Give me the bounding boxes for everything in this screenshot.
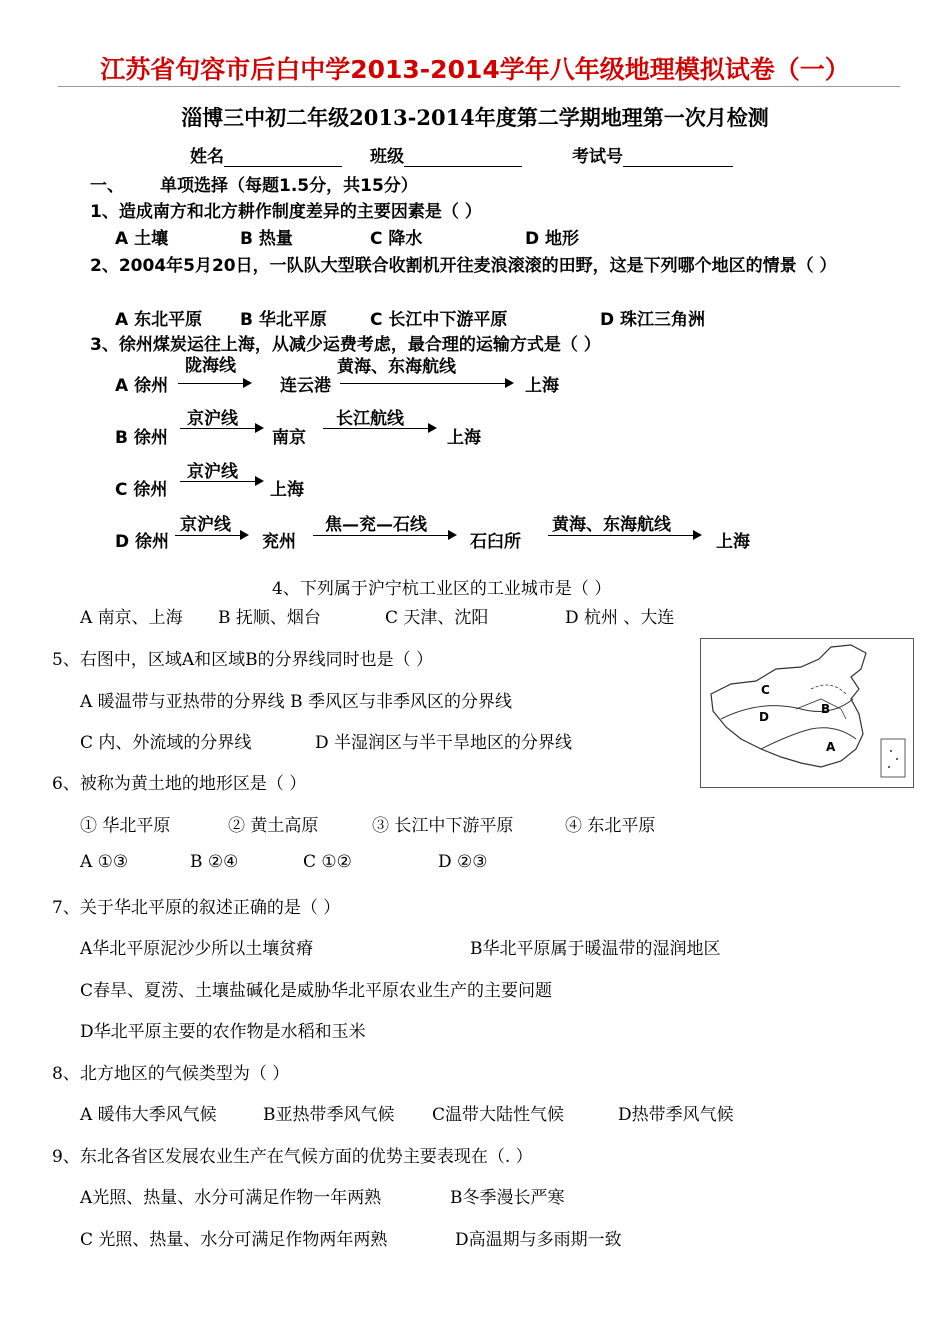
q6-option-d[interactable]: D ②③ [438,852,488,872]
class-label: 班级 [370,147,404,167]
q3-d-route2: 焦—兖—石线 [325,515,427,535]
q7-option-b[interactable]: B华北平原属于暖温带的湿润地区 [470,939,721,959]
q2-option-a[interactable]: A 东北平原 [115,310,203,330]
q2-option-c[interactable]: C 长江中下游平原 [370,310,508,330]
q4-option-c[interactable]: C 天津、沈阳 [385,608,489,628]
exam-no-field [572,142,733,167]
q5-options-ab[interactable]: A 暖温带与亚热带的分界线 B 季风区与非季风区的分界线 [80,692,512,712]
q5-option-d[interactable]: D 半湿润区与半干旱地区的分界线 [315,733,573,753]
q3-b-arrow1 [180,428,262,429]
map-drawing [701,639,913,787]
q9-option-c[interactable]: C 光照、热量、水分可满足作物两年两熟 [80,1230,388,1250]
q6-stem: 6、被称为黄土地的地形区是（ ） [52,774,307,794]
name-label: 姓名 [190,147,224,167]
q7-option-c[interactable]: C春旱、夏涝、土壤盐碱化是威胁华北平原农业生产的主要问题 [80,981,553,1001]
q2-option-b[interactable]: B 华北平原 [240,310,327,330]
q4-option-d[interactable]: D 杭州 、大连 [565,608,675,628]
q4-option-a[interactable]: A 南京、上海 [80,608,183,628]
q3-a-mid1: 连云港 [280,376,331,396]
q3-d-route1: 京沪线 [180,515,231,535]
q1-option-b[interactable]: B 热量 [240,229,293,249]
q3-b-route2: 长江航线 [336,409,404,429]
q8-option-a[interactable]: A 暖伟大季风气候 [80,1105,217,1125]
q3-stem: 3、徐州煤炭运往上海，从减少运费考虑，最合理的运输方式是（ ） [90,335,601,355]
q4-option-b[interactable]: B 抚顺、烟台 [218,608,321,628]
q3-b-mid1: 南京 [272,428,306,448]
q3-a-route2: 黄海、东海航线 [337,357,456,377]
q2-stem: 2、2004年5月20日，一队队大型联合收割机开往麦浪滚滚的田野，这是下列哪个地区的情景（ ） [90,256,837,276]
q3-a-end: 上海 [525,376,559,396]
exam-title: 淄博三中初二年级2013-2014年度第二学期地理第一次月检测 [181,105,769,130]
name-blank[interactable] [224,148,342,167]
q6-item-4: ④ 东北平原 [565,816,656,836]
q2-option-d[interactable]: D 珠江三角洲 [600,310,706,330]
q3-b-end: 上海 [447,428,481,448]
q9-option-b[interactable]: B冬季漫长严寒 [450,1188,565,1208]
class-field [370,142,522,167]
q5-stem: 5、右图中，区域A和区域B的分界线同时也是（ ） [52,650,433,670]
exam-no-label: 考试号 [572,147,623,167]
q1-option-c[interactable]: C 降水 [370,229,423,249]
q3-c-label[interactable]: C 徐州 [115,480,168,500]
banner-divider [58,86,900,87]
q3-c-end: 上海 [270,480,304,500]
section-title: 单项选择（每题1.5分，共15分） [160,176,418,196]
q3-d-arrow2 [313,535,455,536]
banner-title: 江苏省句容市后白中学2013-2014学年八年级地理模拟试卷（一） [100,55,850,84]
q3-c-route1: 京沪线 [187,462,238,482]
q5-option-c[interactable]: C 内、外流域的分界线 [80,733,252,753]
q6-item-3: ③ 长江中下游平原 [372,816,514,836]
q8-option-c[interactable]: C温带大陆性气候 [432,1105,565,1125]
q6-item-2: ② 黄土高原 [228,816,319,836]
section-number: 一、 [90,176,124,196]
q7-option-d[interactable]: D华北平原主要的农作物是水稻和玉米 [80,1022,366,1042]
q3-d-mid2: 石臼所 [470,532,521,552]
map-label-d: D [759,710,769,724]
q3-d-end: 上海 [716,532,750,552]
q3-b-arrow2 [323,428,435,429]
q3-d-route3: 黄海、东海航线 [552,515,671,535]
class-blank[interactable] [404,148,522,167]
q7-stem: 7、关于华北平原的叙述正确的是（ ） [52,898,341,918]
q8-option-b[interactable]: B亚热带季风气候 [263,1105,395,1125]
map-label-b: B [821,702,831,716]
q1-option-a[interactable]: A 土壤 [115,229,169,249]
q1-stem: 1、造成南方和北方耕作制度差异的主要因素是（ ） [90,202,482,222]
q6-item-1: ① 华北平原 [80,816,171,836]
q9-option-d[interactable]: D高温期与多雨期一致 [455,1230,622,1250]
china-region-map [700,638,914,788]
q4-stem: 4、下列属于沪宁杭工业区的工业城市是（ ） [272,579,612,599]
q3-d-label[interactable]: D 徐州 [115,532,170,552]
q3-d-arrow1 [175,535,247,536]
q6-option-a[interactable]: A ①③ [80,852,129,872]
q6-option-b[interactable]: B ②④ [190,852,239,872]
q8-stem: 8、北方地区的气候类型为（ ） [52,1064,290,1084]
q3-d-mid1: 兖州 [262,532,296,552]
exam-no-blank[interactable] [623,148,733,167]
q7-option-a[interactable]: A华北平原泥沙少所以土壤贫瘠 [80,939,314,959]
q3-a-arrow1 [178,383,250,384]
q3-a-arrow2 [340,383,512,384]
q3-c-arrow1 [180,481,262,482]
q6-option-c[interactable]: C ①② [303,852,352,872]
map-label-c: C [761,683,770,697]
q1-option-d[interactable]: D 地形 [525,229,580,249]
q3-a-route1: 陇海线 [185,356,236,376]
q8-option-d[interactable]: D热带季风气候 [618,1105,734,1125]
q9-option-a[interactable]: A光照、热量、水分可满足作物一年两熟 [80,1188,382,1208]
map-label-a: A [826,740,836,754]
q3-b-label[interactable]: B 徐州 [115,428,168,448]
q3-a-label[interactable]: A 徐州 [115,376,169,396]
q9-stem: 9、东北各省区发展农业生产在气候方面的优势主要表现在（. ） [52,1147,533,1167]
q3-d-arrow3 [548,535,700,536]
name-field [190,142,342,167]
q3-b-route1: 京沪线 [187,409,238,429]
